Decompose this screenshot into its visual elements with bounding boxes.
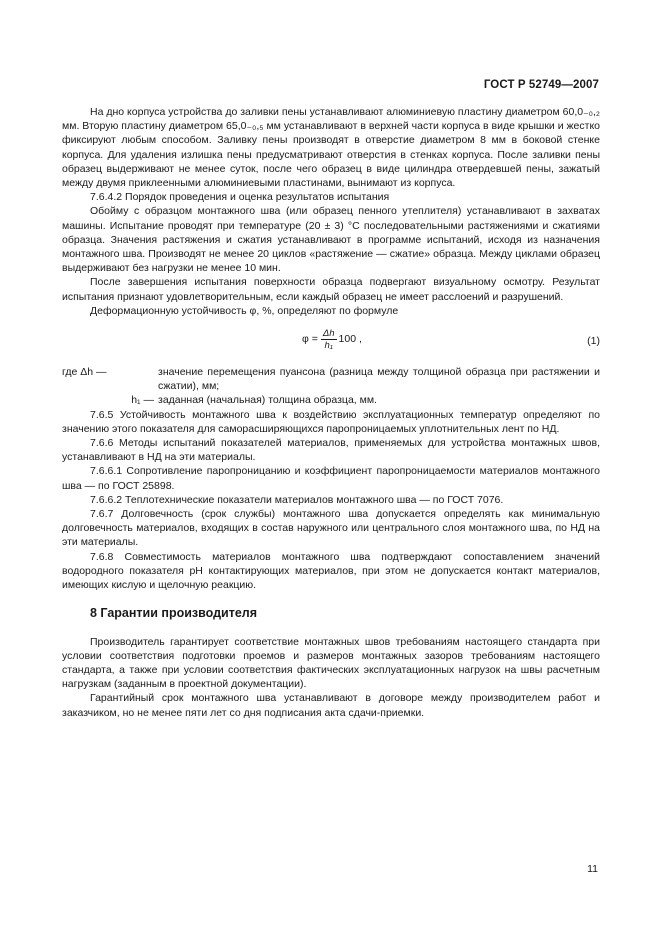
formula-lhs: φ =: [302, 333, 318, 346]
paragraph-test-procedure: Обойму с образцом монтажного шва (или образец пенного утеплителя) устанавливают в захватах машины. Испытание проводят при температуре (20 ± 3) °С последовательными растяжениями и сжатиями образца. Значения растяжения и сжатия устанавливают в программе испытаний, исходя из назначения монтажного шва. Производят не менее 20 циклов «растяжение — сжатие» образца. Между циклами образец выдерживают без нагрузки не менее 10 мин.: [62, 205, 600, 275]
paragraph-7-6-5: 7.6.5 Устойчивость монтажного шва к воздействию эксплуатационных температур определяют по значению этого показателя для саморасширяющихся паропроницаемых уплотнительных лент по НД.: [62, 408, 600, 435]
formula-number: (1): [587, 335, 600, 348]
paragraph-7-6-6-1: 7.6.6.1 Сопротивление паропроницанию и коэффициент паропроницаемости материалов монтажного шва — по ГОСТ 25898.: [62, 465, 600, 492]
where-label-h1: h₁ —: [131, 394, 154, 407]
paragraph-7-6-7: 7.6.7 Долговечность (срок службы) монтажного шва допускается определять как минимальную долговечность материалов, входящих в состав наружного или центрального слоя монтажного шва, по НД на эти материалы.: [62, 508, 600, 549]
paragraph-test-result: После завершения испытания поверхности образца подвергают визуальному осмотру. Результат испытания признают удовлетворительным, если каждый образец не имеет расслоений и разрушений.: [62, 276, 600, 303]
formula-denominator: h₁: [324, 340, 333, 352]
paragraph-7-6-8: 7.6.8 Совместимость материалов монтажного шва подтверждают сопоставлением значений водородного показателя рН контактирующих материалов, при этом не допускается контакт материалов, имеющих кислую и щелочную реакцию.: [62, 550, 600, 592]
paragraph-formula-intro: Деформационную устойчивость φ, %, определяют по формуле: [90, 304, 399, 317]
paragraph-warranty-conditions: Производитель гарантирует соответствие монтажных швов требованиям настоящего стандарта при условии соответствия подготовки проемов и размеров монтажных зазоров требованиям настоящего стандарта, а также при условии соответствия фактических эксплуатационных нагрузок на швы расчетным нагрузкам (заданным в проектной документации).: [62, 635, 600, 691]
page-number: 11: [587, 863, 598, 875]
paragraph-sample-preparation: На дно корпуса устройства до заливки пены устанавливают алюминиевую пластину диаметром 60,0₋₀,₂ мм. Вторую пластину диаметром 65,0₋₀,₅ мм устанавливают в верхней части корпуса в виде крышки и жестко фиксируют любым способом. Заливку пены производят в отверстие диаметром 8 мм в боковой стенке корпуса. Для удаления излишка пены предусматривают отверстия в стенках корпуса. После заливки пены образец выдерживают не менее суток, после чего образец в виде цилиндра отвердевшей пены, зажатый между двумя приклеенными алюминиевыми пластинами, вынимают из корпуса.: [62, 106, 600, 190]
where-text-h1: заданная (начальная) толщина образца, мм.: [158, 394, 377, 407]
paragraph-warranty-period: Гарантийный срок монтажного шва устанавливают в договоре между производителем работ и заказчиком, но не менее пяти лет со дня подписания акта сдачи-приемки.: [62, 692, 600, 719]
document-body: [62, 105, 600, 720]
where-item-h1: [62, 393, 600, 407]
formula-numerator: Δh: [322, 328, 335, 340]
where-text-delta-h: значение перемещения пуансона (разница между толщиной образца при растяжении и сжатии), мм;: [158, 366, 600, 393]
formula-fraction: [321, 328, 337, 351]
section-heading-8: 8 Гарантии производителя: [90, 606, 258, 621]
formula-block: [62, 322, 600, 362]
document-header-id: ГОСТ Р 52749—2007: [483, 79, 599, 91]
paragraph-7-6-6: 7.6.6 Методы испытаний показателей материалов, применяемых для устройства монтажных швов, устанавливают в НД на эти материалы.: [62, 437, 600, 464]
where-item-delta-h: [62, 365, 600, 393]
formula-expression: [302, 328, 362, 351]
paragraph-7-6-6-2: 7.6.6.2 Теплотехнические показатели материалов монтажного шва — по ГОСТ 7076.: [90, 493, 504, 506]
formula-factor: 100 ,: [338, 333, 362, 346]
where-label-delta-h: где Δh —: [62, 366, 107, 379]
subsection-heading-7-6-4-2: 7.6.4.2 Порядок проведения и оценка результатов испытания: [90, 191, 390, 204]
